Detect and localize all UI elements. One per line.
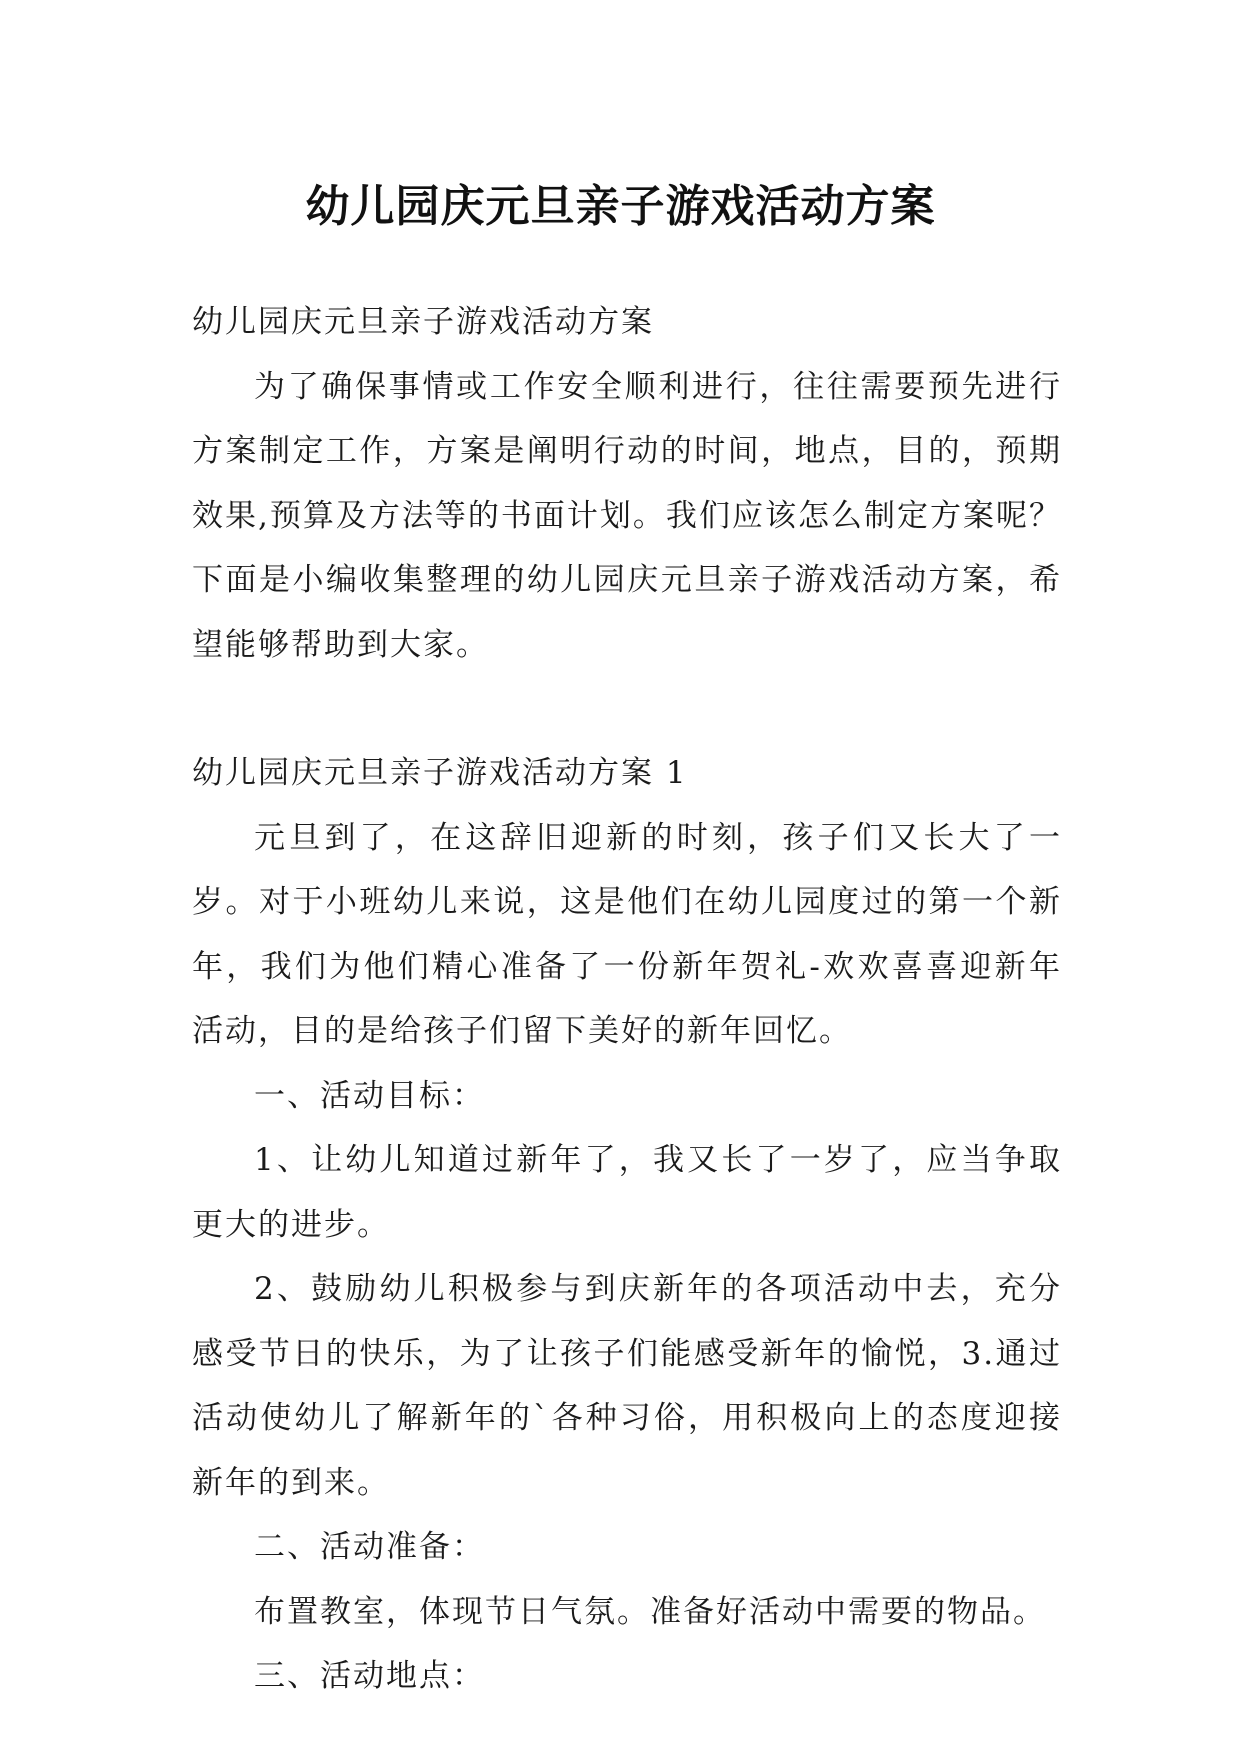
goal-item-1: 1、让幼儿知道过新年了，我又长了一岁了，应当争取更大的进步。 [192, 1142, 1062, 1243]
section-heading: 幼儿园庆元旦亲子游戏活动方案 1 [192, 755, 688, 791]
preparation-text: 布置教室，体现节日气氛。准备好活动中需要的物品。 [254, 1593, 1046, 1630]
paragraph-gap [192, 677, 1062, 741]
preparation-heading: 二、活动准备： [254, 1529, 485, 1565]
document-subtitle: 幼儿园庆元旦亲子游戏活动方案 [192, 304, 654, 340]
goal-item-2: 2、鼓励幼儿积极参与到庆新年的各项活动中去，充分感受节日的快乐，为了让孩子们能感受新年的愉悦，3.通过活动使幼儿了解新年的`各种习俗，用积极向上的态度迎接新年的到来。 [192, 1271, 1062, 1501]
location-heading: 三、活动地点： [254, 1658, 485, 1694]
body-paragraph: 元旦到了，在这辞旧迎新的时刻，孩子们又长大了一岁。对于小班幼儿来说，这是他们在幼儿园度过的第一个新年，我们为他们精心准备了一份新年贺礼-欢欢喜喜迎新年活动，目的是给孩子们留下美好的新年回忆。 [192, 819, 1062, 1049]
document-body [192, 290, 1062, 1709]
intro-paragraph: 为了确保事情或工作安全顺利进行，往往需要预先进行方案制定工作，方案是阐明行动的时间，地点，目的，预期效果,预算及方法等的书面计划。我们应该怎么制定方案呢？下面是小编收集整理的幼儿园庆元旦亲子游戏活动方案，希望能够帮助到大家。 [192, 368, 1062, 663]
document-title: 幼儿园庆元旦亲子游戏活动方案 [305, 181, 936, 233]
goals-heading: 一、活动目标： [254, 1077, 485, 1114]
